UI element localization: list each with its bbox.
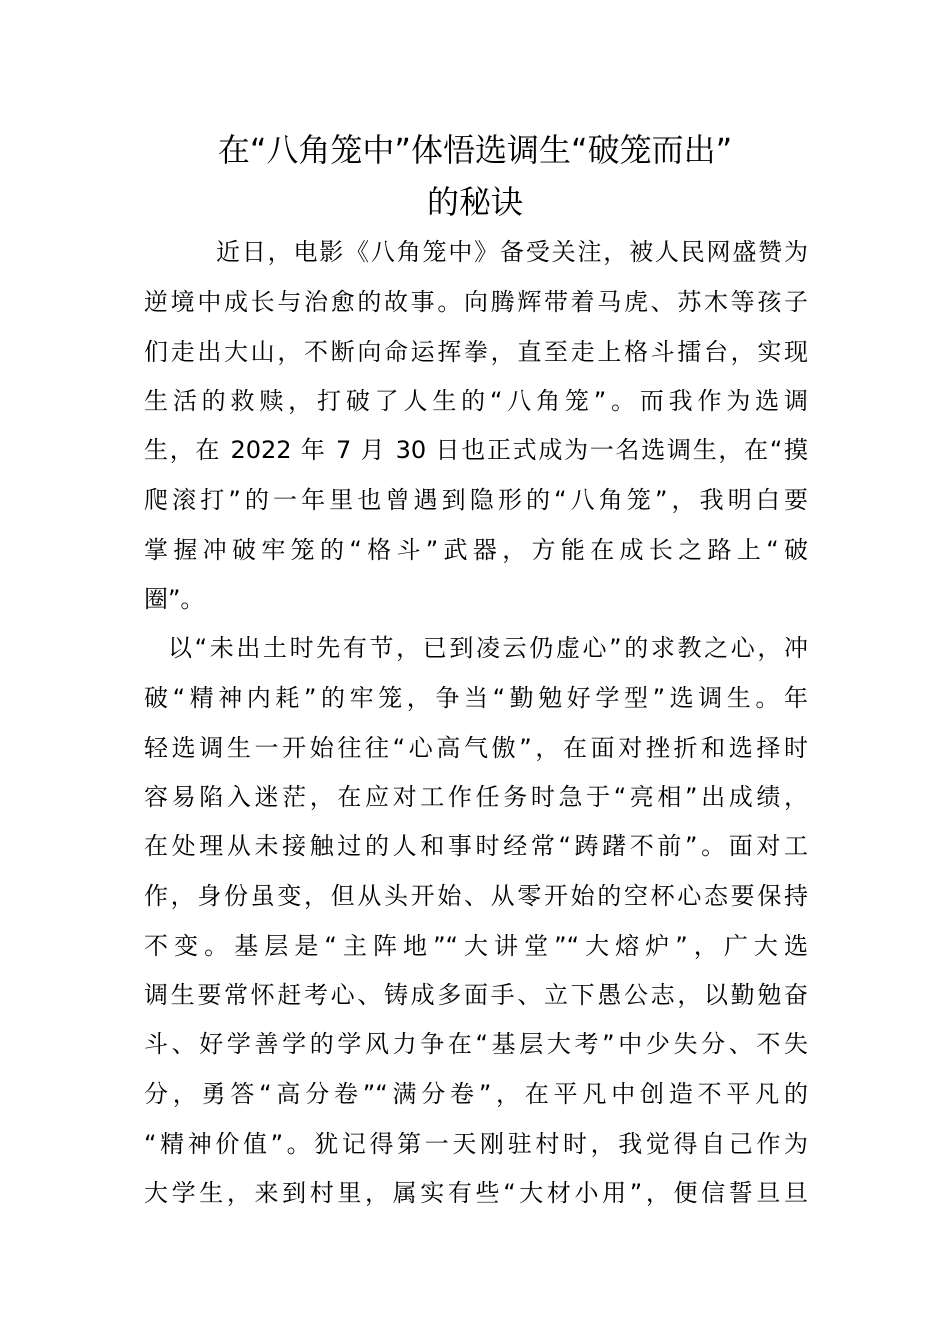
paragraph-2-line: 分，勇答“高分卷”“满分卷”，在平凡中创造不平凡的 [144, 1080, 808, 1108]
paragraph-2-line: 不变。基层是“主阵地”“大讲堂”“大熔炉”，广大选 [144, 932, 808, 960]
document-title-line-2: 的秘诀 [426, 183, 523, 221]
paragraph-1-line: 逆境中成长与治愈的故事。向腾辉带着马虎、苏木等孩子 [144, 288, 808, 316]
paragraph-2-line: 在处理从未接触过的人和事时经常“踌躇不前”。面对工 [144, 832, 808, 860]
paragraph-2-line: 调生要常怀赶考心、铸成多面手、立下愚公志，以勤勉奋 [144, 981, 808, 1009]
paragraph-1-line: 掌握冲破牢笼的“格斗”武器，方能在成长之路上“破 [144, 536, 808, 564]
paragraph-1-line: 生活的救赎，打破了人生的“八角笼”。而我作为选调 [144, 387, 808, 415]
paragraph-2-line: 斗、好学善学的学风力争在“基层大考”中少失分、不失 [144, 1030, 808, 1058]
paragraph-2-line: 作，身份虽变，但从头开始、从零开始的空杯心态要保持 [144, 882, 808, 910]
paragraph-1-line: 圈”。 [144, 585, 205, 613]
document-title-line-1: 在“八角笼中”体悟选调生“破笼而出” [217, 131, 733, 169]
paragraph-2-line: 容易陷入迷茫，在应对工作任务时急于“亮相”出成绩， [144, 783, 808, 811]
paragraph-2-line: 轻选调生一开始往往“心高气傲”，在面对挫折和选择时 [144, 734, 808, 762]
paragraph-1-line: 生，在 2022 年 7 月 30 日也正式成为一名选调生，在“摸 [144, 436, 808, 464]
paragraph-1-line: 近日，电影《八角笼中》备受关注，被人民网盛赞为 [216, 238, 808, 266]
paragraph-2-line: 破“精神内耗”的牢笼，争当“勤勉好学型”选调生。年 [144, 684, 808, 712]
paragraph-1-line: 们走出大山，不断向命运挥拳，直至走上格斗擂台，实现 [144, 338, 808, 366]
paragraph-2-line: 大学生，来到村里，属实有些“大材小用”，便信誓旦旦 [144, 1179, 808, 1207]
paragraph-2-line: “精神价值”。犹记得第一天刚驻村时，我觉得自己作为 [144, 1130, 808, 1158]
paragraph-2-line: 以“未出土时先有节，已到凌云仍虚心”的求教之心，冲 [168, 634, 808, 662]
paragraph-1-line: 爬滚打”的一年里也曾遇到隐形的“八角笼”，我明白要 [144, 486, 808, 514]
